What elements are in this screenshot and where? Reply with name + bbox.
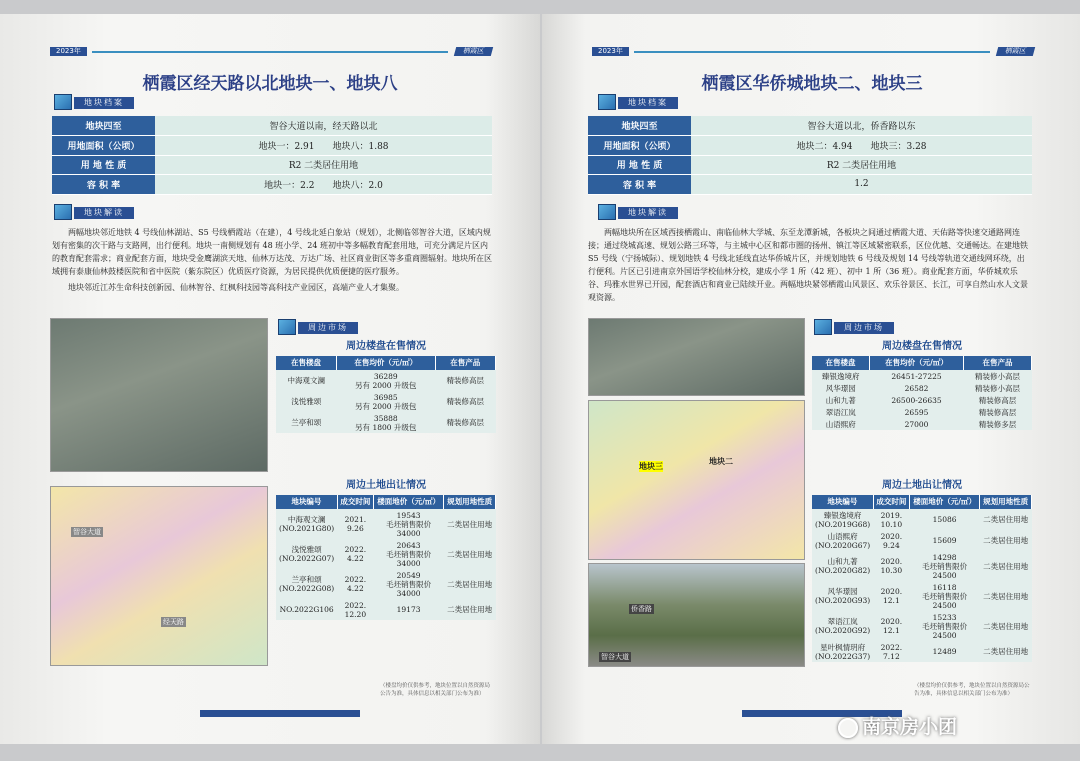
market-icon	[278, 319, 296, 335]
table-cell: 山和九著	[825, 395, 856, 405]
table-cell: 26451-27225	[891, 371, 942, 381]
table-row	[812, 530, 1032, 551]
map-label-plot: 地块三	[639, 462, 663, 471]
profile-value: 地块一：2.91 地块八：1.88	[155, 136, 492, 156]
table-cell: 26582	[904, 383, 929, 393]
profile-row	[588, 116, 1032, 136]
section-tag-analysis: 地块解读	[618, 207, 678, 219]
profile-table	[52, 116, 492, 195]
table-cell: 26500-26635	[891, 395, 942, 405]
profile-value: R2 二类居住用地	[155, 155, 492, 175]
land-title: 周边土地出让情况	[882, 480, 962, 491]
column-header: 规划用地性质	[444, 495, 496, 509]
table-cell: 35888 另有 1800 升级包	[355, 413, 417, 432]
table-cell: 二类居住用地	[983, 515, 1029, 524]
profile-row	[52, 155, 492, 175]
year-badge: 2023年	[50, 47, 87, 56]
right-page	[542, 14, 1080, 744]
table-cell: 二类居住用地	[983, 561, 1029, 571]
table-cell: 15609	[932, 536, 957, 545]
map-label-plot: 地块二	[709, 457, 733, 466]
table-cell: 山语熙府 (NO.2020G67)	[815, 531, 871, 550]
analysis-icon	[54, 204, 72, 220]
table-row	[276, 569, 496, 599]
column-header: 地块编号	[276, 495, 337, 509]
profile-row	[588, 136, 1032, 156]
document-icon	[598, 94, 616, 110]
planning-map	[50, 486, 268, 666]
profile-row	[588, 155, 1032, 175]
profile-label: 地块四至	[52, 116, 155, 136]
profile-label: 用地面积（公顷）	[588, 136, 691, 156]
table-cell: 二类居住用地	[447, 579, 493, 589]
table-cell: 精装修高层	[446, 376, 485, 385]
market-icon	[814, 319, 832, 335]
year-badge: 2023年	[592, 47, 629, 56]
sale-table	[812, 356, 1032, 430]
table-row	[812, 551, 1032, 581]
profile-label: 用 地 性 质	[588, 155, 691, 175]
table-row	[812, 611, 1032, 641]
table-cell: 36985 另有 2000 升级包	[355, 392, 417, 411]
table-row	[276, 539, 496, 569]
table-cell: 兰亭和颂	[291, 418, 322, 427]
table-cell: 中海观文澜 (NO.2021G80)	[279, 515, 335, 533]
table-cell: 14298 毛坯销售限价 24500	[922, 552, 968, 580]
footnote: （楼盘均价仅供参考，地块位置以自然资源局公告为准，具体信息以相关部门公布为准）	[914, 683, 1030, 697]
profile-value: 地块一：2.2 地块八：2.0	[155, 175, 492, 195]
profile-table	[588, 116, 1032, 195]
sale-title: 周边楼盘在售情况	[882, 341, 962, 352]
paragraph: 两幅地块邻近地铁 4 号线仙林湖站、S5 号线栖霞站（在建），4 号线北延白象站（规划），北侧临邻智谷大道，区域内规划有密集的次干路与支路网，出行便利。地块一南侧规划有 48 班小学、24 班初中等多幅教育配套用地，可充分满足片区内的教育配套需求；商业配套方面，地块受金鹰湖滨天地、仙林万达茂、万达广场、社区商业街区等多重商圈辐射。地块所在区域拥有泰康仙林鼓楼医院和省中医院（紫东院区）优质医疗资源，为居民提供优质便捷的医疗服务。	[52, 228, 492, 276]
table-cell: 风华璟园	[825, 383, 856, 393]
column-header: 在售产品	[964, 356, 1032, 370]
table-cell: 二类居住用地	[983, 647, 1029, 656]
profile-row	[52, 175, 492, 195]
table-cell: 翠语江岚 (NO.2020G92)	[815, 617, 871, 635]
section-tag-profile: 地块档案	[618, 97, 678, 109]
profile-value: R2 二类居住用地	[691, 155, 1032, 175]
district-badge: 栖霞区	[996, 47, 1035, 56]
table-cell: 2020. 12.1	[880, 587, 903, 605]
footnote: （楼盘均价仅供参考，地块位置以自然资源局公告为准，具体信息以相关部门公布为准）	[380, 683, 491, 697]
column-header: 地块编号	[812, 495, 873, 509]
section-tag-market: 周边市场	[298, 322, 358, 334]
section-tag-profile: 地块档案	[74, 97, 134, 109]
table-cell: 2020. 12.1	[880, 617, 903, 635]
table-row	[812, 581, 1032, 611]
profile-value: 地块二：4.94 地块三：3.28	[691, 136, 1032, 156]
page-title: 栖霞区华侨城地块二、地块三	[701, 74, 923, 94]
profile-row	[52, 116, 492, 136]
table-cell: 16118 毛坯销售限价 24500	[922, 582, 968, 610]
analysis-icon	[598, 204, 616, 220]
profile-label: 地块四至	[588, 116, 691, 136]
land-table	[276, 495, 496, 620]
table-cell: 19173	[396, 605, 421, 614]
table-row	[812, 418, 1032, 430]
page-footer	[200, 710, 360, 717]
table-cell: 精装修多层	[978, 419, 1017, 429]
table-cell: 2022. 7.12	[880, 642, 903, 661]
sale-title: 周边楼盘在售情况	[346, 341, 426, 352]
map-label-road: 经天路	[163, 618, 184, 626]
table-cell: NO.2022G106	[279, 605, 334, 614]
column-header: 在售产品	[435, 356, 495, 370]
table-cell: 二类居住用地	[983, 591, 1029, 601]
analysis-text	[588, 226, 1032, 307]
table-cell: 20549 毛坯销售限价 34000	[386, 570, 432, 598]
satellite-map	[588, 318, 805, 396]
paragraph: 两幅地块所在区域西接栖霞山、南临仙林大学城、东至龙潭新城，各板块之间通过栖霞大道、天佑路等快速交通路网连接；通过绕城高速、规划公路三环等，与主城中心区和都市圈的扬州、镇江等区域紧密联系，区位优越、交通畅达。在建地铁 S5 号线（宁扬城际）、规划地铁 4 号线北延线直达华侨城片区，并规划地铁 6 号线及规划 14 号线等轨道交通线网环绕，出行便利。片区已引进南京外国语学校仙林分校，建成小学 1 所（42 班）、初中 1 所（36 班）。商业配套方面，华侨城欢乐谷、玛雅水世界已开园，配套酒店和商业已陆续开业。两幅地块紧邻栖霞山风景区、欢乐谷景区、长江，可享自然山水人文景观资源。	[588, 228, 1028, 302]
profile-row	[588, 175, 1032, 195]
profile-label: 用地面积（公顷）	[52, 136, 155, 156]
table-cell: 臻银逸境府 (NO.2019G68)	[815, 510, 871, 529]
section-tag-market: 周边市场	[834, 322, 894, 334]
column-header: 楼面地价（元/㎡）	[910, 495, 980, 509]
column-header: 规划用地性质	[980, 495, 1032, 509]
column-header: 楼面地价（元/㎡）	[374, 495, 444, 509]
table-cell: 精装修小高层	[975, 383, 1020, 393]
profile-value: 智谷大道以南，经天路以北	[155, 116, 492, 136]
table-cell: 风华璟园 (NO.2020G93)	[815, 587, 871, 605]
land-title: 周边土地出让情况	[346, 480, 426, 491]
table-cell: 山和九著 (NO.2020G82)	[815, 557, 871, 575]
table-row	[812, 382, 1032, 394]
table-row	[812, 394, 1032, 406]
table-cell: 15233 毛坯销售限价 24500	[922, 612, 968, 640]
profile-value: 智谷大道以北，侨香路以东	[691, 116, 1032, 136]
table-cell: 精装修小高层	[975, 371, 1020, 381]
column-header: 在售楼盘	[812, 356, 870, 370]
paragraph: 地块邻近江苏生命科技创新园、仙林智谷、红枫科技园等高科技产业园区，高端产业人才集聚。	[68, 283, 404, 292]
table-cell: 12489	[932, 647, 957, 656]
page-header	[50, 47, 500, 56]
table-row	[276, 599, 496, 620]
aerial-photo	[588, 563, 805, 667]
table-cell: 翠语江岚	[825, 407, 856, 417]
table-cell: 2022. 4.22	[344, 545, 367, 563]
map-label-road: 侨香路	[631, 605, 652, 613]
table-cell: 浅悦雅颂 (NO.2022G07)	[279, 545, 335, 563]
table-cell: 精装修高层	[446, 418, 485, 427]
table-cell: 臻银逸境府	[822, 371, 860, 381]
planning-map	[588, 400, 805, 560]
profile-row	[52, 136, 492, 156]
table-cell: 中海观文澜	[287, 376, 325, 385]
table-row	[812, 406, 1032, 418]
table-row	[812, 641, 1032, 662]
table-row	[812, 509, 1032, 530]
table-cell: 26595	[904, 407, 929, 417]
table-row	[276, 412, 496, 433]
column-header: 在售均价（元/㎡）	[336, 356, 435, 370]
table-row	[276, 370, 496, 391]
map-label-road: 智谷大道	[73, 528, 101, 536]
table-cell: 二类居住用地	[447, 519, 493, 529]
table-cell: 星叶枫情玥府 (NO.2022G37)	[815, 642, 871, 661]
table-cell: 二类居住用地	[447, 605, 493, 614]
table-cell: 15086	[932, 515, 957, 524]
page-title: 栖霞区经天路以北地块一、地块八	[142, 74, 398, 94]
table-cell: 浅悦雅颂	[291, 397, 322, 406]
analysis-text	[52, 226, 492, 297]
column-header: 成交时间	[337, 495, 373, 509]
district-badge: 栖霞区	[454, 47, 493, 56]
table-cell: 二类居住用地	[983, 536, 1029, 545]
table-cell: 精装修高层	[446, 397, 485, 406]
table-row	[276, 391, 496, 412]
profile-label: 容 积 率	[52, 175, 155, 195]
column-header: 在售均价（元/㎡）	[870, 356, 964, 370]
table-cell: 2020. 10.30	[880, 557, 903, 575]
table-cell: 2020. 9.24	[880, 531, 903, 550]
land-table	[812, 495, 1032, 662]
profile-value: 1.2	[691, 175, 1032, 195]
satellite-map	[50, 318, 268, 472]
table-cell: 精装修高层	[978, 395, 1017, 405]
profile-label: 用 地 性 质	[52, 155, 155, 175]
table-cell: 2021. 9.26	[344, 515, 367, 533]
profile-label: 容 积 率	[588, 175, 691, 195]
wechat-logo-icon	[838, 718, 858, 738]
document-icon	[54, 94, 72, 110]
table-cell: 2019. 10.10	[880, 510, 903, 529]
table-cell: 二类居住用地	[447, 549, 493, 559]
table-cell: 27000	[904, 419, 929, 429]
sale-table	[276, 356, 496, 433]
left-page	[0, 14, 540, 744]
table-cell: 2022. 12.20	[344, 600, 367, 619]
map-label-road: 智谷大道	[601, 653, 629, 661]
table-cell: 山语熙府	[825, 419, 856, 429]
section-tag-analysis: 地块解读	[74, 207, 134, 219]
table-cell: 36289 另有 2000 升级包	[355, 371, 417, 390]
page-header	[592, 47, 1042, 56]
table-cell: 19543 毛坯销售限价 34000	[386, 510, 432, 538]
column-header: 在售楼盘	[276, 356, 336, 370]
watermark: 南京房小团	[862, 716, 958, 738]
table-row	[812, 370, 1032, 382]
header-line	[634, 51, 990, 53]
column-header: 成交时间	[873, 495, 909, 509]
table-cell: 二类居住用地	[983, 621, 1029, 631]
table-cell: 20643 毛坯销售限价 34000	[386, 540, 432, 568]
header-line	[92, 51, 448, 53]
table-row	[276, 509, 496, 539]
table-cell: 兰亭和颂 (NO.2022G08)	[279, 575, 335, 593]
table-cell: 精装修高层	[978, 407, 1017, 417]
table-cell: 2022. 4.22	[344, 575, 367, 593]
